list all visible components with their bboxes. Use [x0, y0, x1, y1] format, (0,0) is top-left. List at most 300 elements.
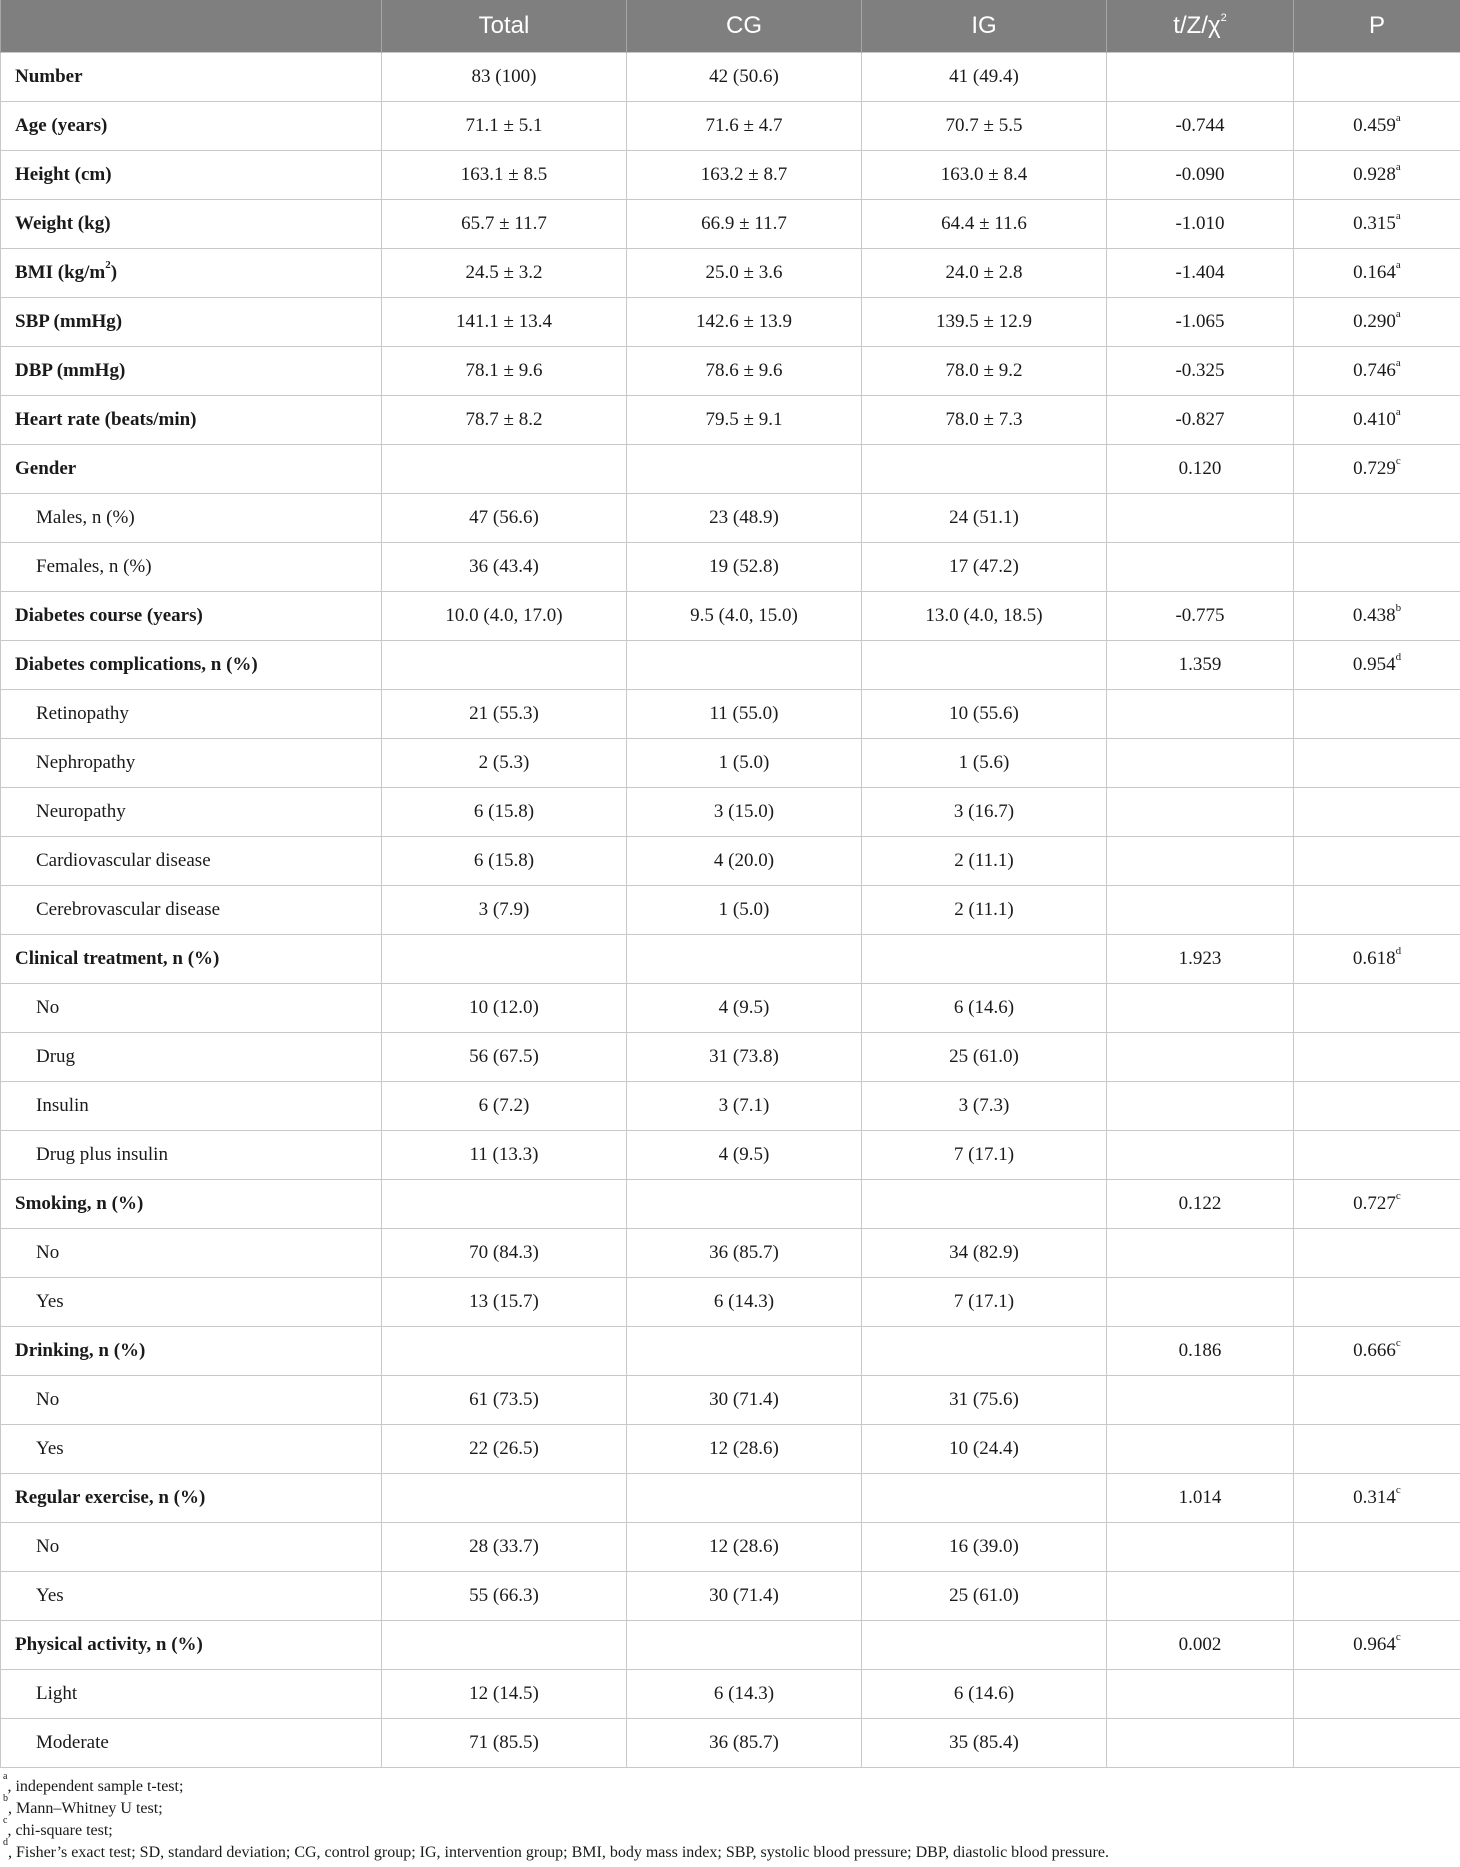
total-cell: 6 (7.2) — [382, 1082, 627, 1131]
p-value-cell — [1294, 1082, 1460, 1131]
total-cell: 10.0 (4.0, 17.0) — [382, 592, 627, 641]
row-label-text: Light — [36, 1683, 78, 1704]
footnote-text: , Fisher’s exact test; SD, standard deviation; CG, control group; IG, intervention group; BMI, body mass index; SBP, systolic blood pressure; DBP, diastolic blood pressure. — [8, 1844, 1109, 1861]
p-value-superscript: d — [1395, 944, 1402, 957]
row-label — [1, 200, 382, 249]
row-label — [1, 935, 382, 984]
p-value-cell — [1294, 837, 1460, 886]
p-value: 0.315 — [1353, 213, 1396, 234]
cg-cell: 1 (5.0) — [627, 886, 862, 935]
ig-cell: 1 (5.6) — [862, 739, 1107, 788]
table-row — [1, 298, 1460, 347]
total-cell: 56 (67.5) — [382, 1033, 627, 1082]
row-label-text: Cerebrovascular disease — [36, 899, 221, 920]
total-cell: 78.1 ± 9.6 — [382, 347, 627, 396]
statistic-cell — [1107, 1670, 1294, 1719]
cg-cell: 78.6 ± 9.6 — [627, 347, 862, 396]
cg-cell: 66.9 ± 11.7 — [627, 200, 862, 249]
total-cell — [382, 641, 627, 690]
statistic-cell — [1107, 739, 1294, 788]
row-label — [1, 543, 382, 592]
header-variable — [1, 0, 382, 53]
total-cell: 55 (66.3) — [382, 1572, 627, 1621]
row-label-text: Drug — [36, 1046, 76, 1067]
p-value-cell — [1294, 249, 1460, 298]
row-label-text: BMI (kg/m — [15, 262, 106, 283]
statistic-cell — [1107, 837, 1294, 886]
p-value-cell — [1294, 1523, 1460, 1572]
table-row — [1, 1278, 1460, 1327]
p-value-cell — [1294, 151, 1460, 200]
row-label-superscript: 2 — [105, 258, 111, 271]
row-label — [1, 1719, 382, 1768]
cg-cell — [627, 1327, 862, 1376]
footnote — [0, 1836, 1460, 1864]
footnote-text: , chi-square test; — [7, 1822, 113, 1839]
ig-cell: 10 (55.6) — [862, 690, 1107, 739]
table-header-row — [1, 0, 1460, 53]
p-value-superscript: a — [1395, 111, 1401, 124]
table-row — [1, 641, 1460, 690]
p-value: 0.729 — [1353, 458, 1396, 479]
table-row — [1, 543, 1460, 592]
cg-cell: 6 (14.3) — [627, 1670, 862, 1719]
footnote — [0, 1814, 1460, 1842]
row-label-text: Yes — [36, 1291, 64, 1312]
row-label — [1, 1082, 382, 1131]
cg-cell: 30 (71.4) — [627, 1376, 862, 1425]
ig-cell: 163.0 ± 8.4 — [862, 151, 1107, 200]
statistic-cell — [1107, 1033, 1294, 1082]
table-row — [1, 788, 1460, 837]
row-label — [1, 1474, 382, 1523]
row-label-text: Age (years) — [15, 115, 108, 136]
ig-cell: 7 (17.1) — [862, 1131, 1107, 1180]
table-row — [1, 592, 1460, 641]
total-cell — [382, 1474, 627, 1523]
p-value-cell — [1294, 1474, 1460, 1523]
ig-cell — [862, 1180, 1107, 1229]
ig-cell: 41 (49.4) — [862, 53, 1107, 102]
row-label — [1, 1180, 382, 1229]
p-value-cell — [1294, 298, 1460, 347]
row-label-text: Number — [15, 66, 83, 87]
p-value-cell — [1294, 53, 1460, 102]
statistic-cell: -1.065 — [1107, 298, 1294, 347]
footnote-marker: a — [3, 1770, 8, 1782]
table-row — [1, 1425, 1460, 1474]
row-label-text: Retinopathy — [36, 703, 129, 724]
row-label — [1, 494, 382, 543]
p-value-cell — [1294, 984, 1460, 1033]
ig-cell: 3 (16.7) — [862, 788, 1107, 837]
p-value-cell — [1294, 1229, 1460, 1278]
p-value-superscript: d — [1395, 650, 1402, 663]
total-cell — [382, 935, 627, 984]
row-label-text: Regular exercise, n (%) — [15, 1487, 206, 1508]
cg-cell — [627, 1474, 862, 1523]
statistic-cell: -1.404 — [1107, 249, 1294, 298]
p-value: 0.928 — [1353, 164, 1396, 185]
row-label — [1, 102, 382, 151]
cg-cell: 11 (55.0) — [627, 690, 862, 739]
row-label — [1, 1572, 382, 1621]
header-ig: IG — [862, 0, 1107, 53]
cg-cell: 36 (85.7) — [627, 1719, 862, 1768]
p-value-cell — [1294, 396, 1460, 445]
ig-cell: 16 (39.0) — [862, 1523, 1107, 1572]
total-cell: 6 (15.8) — [382, 788, 627, 837]
total-cell: 36 (43.4) — [382, 543, 627, 592]
ig-cell: 17 (47.2) — [862, 543, 1107, 592]
p-value-cell — [1294, 641, 1460, 690]
row-label — [1, 1523, 382, 1572]
total-cell: 70 (84.3) — [382, 1229, 627, 1278]
total-cell: 65.7 ± 11.7 — [382, 200, 627, 249]
table-row — [1, 1180, 1460, 1229]
row-label — [1, 1229, 382, 1278]
cg-cell: 12 (28.6) — [627, 1425, 862, 1474]
statistic-cell — [1107, 886, 1294, 935]
cg-cell: 1 (5.0) — [627, 739, 862, 788]
row-label-text: Yes — [36, 1585, 64, 1606]
row-label-text: Smoking, n (%) — [15, 1193, 144, 1214]
statistic-cell: -0.325 — [1107, 347, 1294, 396]
row-label-text: Clinical treatment, n (%) — [15, 948, 220, 969]
row-label-text: Physical activity, n (%) — [15, 1634, 203, 1655]
total-cell: 12 (14.5) — [382, 1670, 627, 1719]
statistic-cell: -0.775 — [1107, 592, 1294, 641]
statistic-cell — [1107, 690, 1294, 739]
ig-cell: 2 (11.1) — [862, 886, 1107, 935]
row-label — [1, 739, 382, 788]
table-row — [1, 102, 1460, 151]
p-value-superscript: c — [1395, 1483, 1401, 1496]
p-value-cell — [1294, 1278, 1460, 1327]
ig-cell: 64.4 ± 11.6 — [862, 200, 1107, 249]
statistic-cell: -1.010 — [1107, 200, 1294, 249]
p-value-cell — [1294, 1719, 1460, 1768]
footnote — [0, 1792, 1460, 1820]
cg-cell: 9.5 (4.0, 15.0) — [627, 592, 862, 641]
header-p: P — [1294, 0, 1460, 53]
statistic-cell: -0.744 — [1107, 102, 1294, 151]
cg-cell: 12 (28.6) — [627, 1523, 862, 1572]
p-value-superscript: a — [1395, 258, 1401, 271]
total-cell — [382, 445, 627, 494]
row-label — [1, 396, 382, 445]
cg-cell: 25.0 ± 3.6 — [627, 249, 862, 298]
cg-cell: 3 (7.1) — [627, 1082, 862, 1131]
table-row — [1, 445, 1460, 494]
cg-cell: 163.2 ± 8.7 — [627, 151, 862, 200]
table-row — [1, 1621, 1460, 1670]
total-cell: 71 (85.5) — [382, 1719, 627, 1768]
table-row — [1, 249, 1460, 298]
header-cg: CG — [627, 0, 862, 53]
statistic-cell: 0.186 — [1107, 1327, 1294, 1376]
p-value-cell — [1294, 1033, 1460, 1082]
cg-cell: 4 (20.0) — [627, 837, 862, 886]
total-cell: 24.5 ± 3.2 — [382, 249, 627, 298]
total-cell: 47 (56.6) — [382, 494, 627, 543]
statistic-cell — [1107, 1131, 1294, 1180]
cg-cell — [627, 641, 862, 690]
p-value-cell — [1294, 1131, 1460, 1180]
ig-cell — [862, 1621, 1107, 1670]
statistic-cell — [1107, 788, 1294, 837]
p-value-cell — [1294, 592, 1460, 641]
p-value-cell — [1294, 102, 1460, 151]
p-value-superscript: c — [1395, 1189, 1401, 1202]
row-label-text: Cardiovascular disease — [36, 850, 211, 871]
statistic-cell — [1107, 1425, 1294, 1474]
p-value: 0.410 — [1353, 409, 1396, 430]
cg-cell: 4 (9.5) — [627, 1131, 862, 1180]
row-label — [1, 249, 382, 298]
ig-cell — [862, 641, 1107, 690]
p-value: 0.459 — [1353, 115, 1396, 136]
statistic-cell — [1107, 1278, 1294, 1327]
ig-cell: 13.0 (4.0, 18.5) — [862, 592, 1107, 641]
p-value: 0.964 — [1353, 1634, 1396, 1655]
footnote-text: , Mann–Whitney U test; — [8, 1800, 163, 1817]
table-row — [1, 347, 1460, 396]
table-row — [1, 886, 1460, 935]
statistic-cell: 0.120 — [1107, 445, 1294, 494]
total-cell: 61 (73.5) — [382, 1376, 627, 1425]
cg-cell — [627, 935, 862, 984]
table-row — [1, 984, 1460, 1033]
row-label — [1, 445, 382, 494]
p-value-cell — [1294, 1621, 1460, 1670]
table-footnotes — [0, 1770, 1460, 1864]
statistic-cell: 1.359 — [1107, 641, 1294, 690]
statistic-cell: 0.122 — [1107, 1180, 1294, 1229]
statistic-cell — [1107, 1572, 1294, 1621]
p-value-cell — [1294, 494, 1460, 543]
row-label-text: Nephropathy — [36, 752, 136, 773]
table-row — [1, 690, 1460, 739]
table-row — [1, 1131, 1460, 1180]
total-cell: 13 (15.7) — [382, 1278, 627, 1327]
statistic-cell — [1107, 1719, 1294, 1768]
ig-cell: 2 (11.1) — [862, 837, 1107, 886]
row-label-text: Gender — [15, 458, 77, 479]
row-label-text: No — [36, 1536, 60, 1557]
total-cell: 83 (100) — [382, 53, 627, 102]
ig-cell: 139.5 ± 12.9 — [862, 298, 1107, 347]
row-label — [1, 1131, 382, 1180]
row-label-suffix: ) — [110, 262, 118, 283]
statistic-cell — [1107, 1376, 1294, 1425]
statistic-cell — [1107, 1523, 1294, 1572]
row-label — [1, 53, 382, 102]
table-row — [1, 1327, 1460, 1376]
p-value: 0.618 — [1352, 948, 1396, 969]
p-value-superscript: a — [1395, 356, 1401, 369]
row-label — [1, 1376, 382, 1425]
total-cell: 22 (26.5) — [382, 1425, 627, 1474]
row-label-text: Drug plus insulin — [36, 1144, 168, 1165]
cg-cell: 31 (73.8) — [627, 1033, 862, 1082]
row-label-text: Moderate — [36, 1732, 109, 1753]
row-label — [1, 347, 382, 396]
table-row — [1, 1719, 1460, 1768]
p-value-superscript: c — [1395, 454, 1401, 467]
cg-cell: 23 (48.9) — [627, 494, 862, 543]
total-cell: 21 (55.3) — [382, 690, 627, 739]
footnote-marker: c — [3, 1814, 8, 1826]
total-cell: 3 (7.9) — [382, 886, 627, 935]
ig-cell — [862, 1327, 1107, 1376]
total-cell — [382, 1180, 627, 1229]
p-value-cell — [1294, 1376, 1460, 1425]
table-row — [1, 1572, 1460, 1621]
p-value-cell — [1294, 543, 1460, 592]
row-label-text: No — [36, 1389, 60, 1410]
table-row — [1, 1523, 1460, 1572]
footnote-marker: b — [3, 1792, 8, 1804]
row-label — [1, 592, 382, 641]
row-label-text: Insulin — [36, 1095, 89, 1116]
total-cell: 11 (13.3) — [382, 1131, 627, 1180]
total-cell: 2 (5.3) — [382, 739, 627, 788]
p-value: 0.164 — [1353, 262, 1396, 283]
row-label-text: Drinking, n (%) — [15, 1340, 146, 1361]
statistic-cell — [1107, 543, 1294, 592]
p-value-cell — [1294, 690, 1460, 739]
row-label — [1, 886, 382, 935]
footnote-marker: d — [3, 1836, 8, 1848]
statistic-cell: 0.002 — [1107, 1621, 1294, 1670]
row-label-text: Females, n (%) — [36, 556, 152, 577]
row-label — [1, 1033, 382, 1082]
row-label-text: Weight (kg) — [15, 213, 111, 234]
ig-cell: 78.0 ± 9.2 — [862, 347, 1107, 396]
p-value-cell — [1294, 1180, 1460, 1229]
statistic-cell — [1107, 984, 1294, 1033]
ig-cell: 34 (82.9) — [862, 1229, 1107, 1278]
p-value-cell — [1294, 200, 1460, 249]
row-label — [1, 1327, 382, 1376]
p-value: 0.290 — [1353, 311, 1396, 332]
cg-cell: 42 (50.6) — [627, 53, 862, 102]
table-row — [1, 1033, 1460, 1082]
total-cell: 6 (15.8) — [382, 837, 627, 886]
p-value-cell — [1294, 347, 1460, 396]
p-value-cell — [1294, 935, 1460, 984]
p-value-superscript: a — [1395, 307, 1401, 320]
ig-cell: 6 (14.6) — [862, 984, 1107, 1033]
ig-cell: 10 (24.4) — [862, 1425, 1107, 1474]
statistic-cell — [1107, 1082, 1294, 1131]
total-cell: 141.1 ± 13.4 — [382, 298, 627, 347]
row-label-text: Diabetes course (years) — [15, 605, 203, 626]
ig-cell: 70.7 ± 5.5 — [862, 102, 1107, 151]
table-row — [1, 200, 1460, 249]
p-value-superscript: a — [1395, 160, 1401, 173]
row-label-text: No — [36, 997, 60, 1018]
cg-cell: 36 (85.7) — [627, 1229, 862, 1278]
cg-cell: 71.6 ± 4.7 — [627, 102, 862, 151]
row-label-text: Heart rate (beats/min) — [15, 409, 197, 430]
p-value-superscript: c — [1395, 1336, 1401, 1349]
statistic-cell: -0.090 — [1107, 151, 1294, 200]
p-value-cell — [1294, 788, 1460, 837]
row-label — [1, 1425, 382, 1474]
row-label — [1, 690, 382, 739]
p-value-cell — [1294, 1572, 1460, 1621]
header-statistic-label: t/Z/χ — [1173, 12, 1221, 39]
cg-cell — [627, 445, 862, 494]
row-label-text: SBP (mmHg) — [15, 311, 123, 332]
p-value: 0.746 — [1353, 360, 1396, 381]
cg-cell: 142.6 ± 13.9 — [627, 298, 862, 347]
header-statistic-superscript: 2 — [1220, 12, 1227, 24]
statistic-cell — [1107, 53, 1294, 102]
p-value-superscript: a — [1395, 209, 1401, 222]
p-value: 0.314 — [1353, 1487, 1396, 1508]
row-label — [1, 151, 382, 200]
p-value: 0.438 — [1352, 605, 1396, 626]
total-cell: 163.1 ± 8.5 — [382, 151, 627, 200]
total-cell — [382, 1327, 627, 1376]
cg-cell: 19 (52.8) — [627, 543, 862, 592]
row-label-text: DBP (mmHg) — [15, 360, 126, 381]
total-cell: 10 (12.0) — [382, 984, 627, 1033]
footnote — [0, 1770, 1460, 1798]
header-statistic — [1107, 0, 1294, 53]
ig-cell: 25 (61.0) — [862, 1572, 1107, 1621]
ig-cell: 7 (17.1) — [862, 1278, 1107, 1327]
table-row — [1, 1082, 1460, 1131]
ig-cell: 24.0 ± 2.8 — [862, 249, 1107, 298]
statistic-cell: 1.014 — [1107, 1474, 1294, 1523]
ig-cell — [862, 1474, 1107, 1523]
row-label — [1, 837, 382, 886]
p-value-cell — [1294, 1327, 1460, 1376]
cg-cell — [627, 1621, 862, 1670]
ig-cell: 31 (75.6) — [862, 1376, 1107, 1425]
row-label — [1, 1278, 382, 1327]
row-label — [1, 984, 382, 1033]
cg-cell: 30 (71.4) — [627, 1572, 862, 1621]
p-value-cell — [1294, 886, 1460, 935]
row-label-text: Neuropathy — [36, 801, 126, 822]
p-value-superscript: a — [1395, 405, 1401, 418]
p-value-cell — [1294, 445, 1460, 494]
statistic-cell: -0.827 — [1107, 396, 1294, 445]
table-body — [1, 53, 1460, 1768]
table-row — [1, 1670, 1460, 1719]
row-label — [1, 1621, 382, 1670]
table-row — [1, 1474, 1460, 1523]
cg-cell: 6 (14.3) — [627, 1278, 862, 1327]
row-label — [1, 298, 382, 347]
ig-cell: 3 (7.3) — [862, 1082, 1107, 1131]
cg-cell: 4 (9.5) — [627, 984, 862, 1033]
ig-cell: 25 (61.0) — [862, 1033, 1107, 1082]
table-row — [1, 396, 1460, 445]
cg-cell — [627, 1180, 862, 1229]
table-row — [1, 1229, 1460, 1278]
cg-cell: 3 (15.0) — [627, 788, 862, 837]
p-value-cell — [1294, 1425, 1460, 1474]
header-total: Total — [382, 0, 627, 53]
p-value: 0.666 — [1353, 1340, 1396, 1361]
total-cell: 28 (33.7) — [382, 1523, 627, 1572]
